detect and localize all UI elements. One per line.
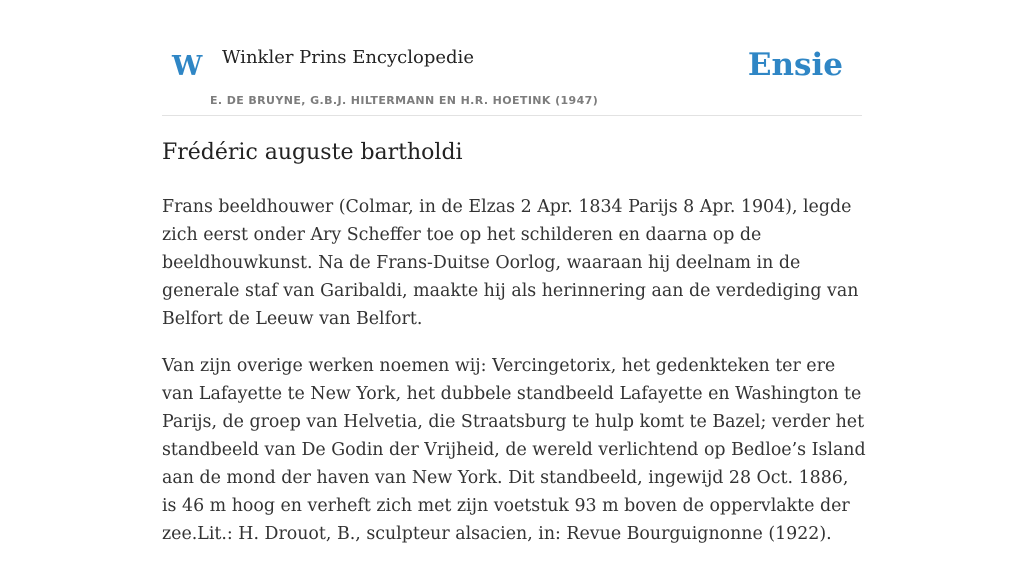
article-title: Frédéric auguste bartholdi [162, 140, 463, 165]
article-paragraph: Van zijn overige werken noemen wij: Vercingetorix, het gedenkteken ter ere van Lafayette te New York, het dubbele standbeeld Lafayette en Washington te Parijs, de groep van Helvetia, die Straatsburg te hulp komt te Bazel; verder het standbeeld van De Godin der Vrijheid, de wereld verlichtend op Bedloe’s Island aan de mond der haven van New York. Dit standbeeld, ingewijd 28 Oct. 1886, is 46 m hoog en verheft zich met zijn voetstuk 93 m boven de oppervlakte der zee.Lit.: H. Drouot, B., sculpteur alsacien, in: Revue Bourguignonne (1922). [162, 356, 866, 544]
ensie-logo[interactable]: Ensie [747, 47, 843, 83]
article-paragraph: Frans beeldhouwer (Colmar, in de Elzas 2 Apr. 1834 Parijs 8 Apr. 1904), legde zich eerst onder Ary Scheffer toe op het schilderen en daarna op de beeldhouwkunst. Na de Frans-Duitse Oorlog, waaraan hij deelnam in de generale staf van Garibaldi, maakte hij als herinnering aan de verdediging van Belfort de Leeuw van Belfort. [162, 197, 859, 329]
book-title[interactable]: Winkler Prins Encyclopedie [222, 47, 474, 68]
article-body [162, 193, 867, 567]
book-authors: E. DE BRUYNE, G.B.J. HILTERMANN EN H.R. HOETINK (1947) [210, 94, 599, 107]
encyclopedia-logo-icon: W [172, 51, 203, 82]
site-header [162, 36, 862, 116]
